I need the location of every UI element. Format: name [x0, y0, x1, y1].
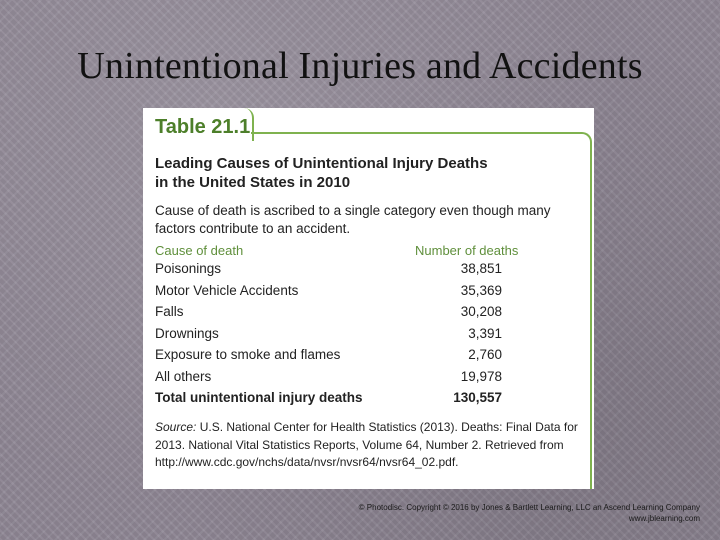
row-deaths: 35,369 [460, 282, 502, 298]
row-deaths: 3,391 [468, 325, 502, 341]
table-panel [143, 108, 594, 489]
table-row [155, 369, 555, 390]
row-deaths: 30,208 [460, 304, 502, 319]
table-row [155, 326, 555, 347]
table-row [155, 347, 555, 368]
table-title [155, 154, 555, 192]
table-title-line-2: in the United States in 2010 [155, 174, 351, 191]
table-note [155, 202, 585, 238]
table-row [155, 283, 555, 304]
row-cause: All others [155, 368, 212, 384]
table-label: Table 21.1 [155, 116, 251, 138]
row-deaths: 38,851 [460, 261, 502, 276]
source-line-3: http://www.cdc.gov/nchs/data/nvsr/nvsr64/nvsr64_02.pdf. [155, 455, 459, 469]
source-label: Source: [155, 420, 197, 434]
row-cause: Exposure to smoke and flames [155, 347, 341, 362]
copyright-line-1: © Photodisc. Copyright © 2016 by Jones & Bartlett Learning, LLC an Ascend Learning Company [358, 503, 700, 512]
source-line-2: 2013. National Vital Statistics Reports, Volume 64, Number 2. Retrieved from [155, 437, 564, 452]
source-line-1 [155, 419, 585, 437]
row-cause: Drownings [155, 325, 219, 341]
copyright-notice [0, 502, 700, 524]
total-deaths: 130,557 [453, 390, 502, 405]
copyright-line-2: www.jblearning.com [628, 514, 700, 523]
table-row [155, 304, 555, 325]
table-title-line-1: Leading Causes of Unintentional Injury Deaths [155, 155, 488, 172]
row-cause: Falls [155, 304, 184, 319]
source-text-1: U.S. National Center for Health Statistics (2013). Deaths: Final Data for [199, 420, 578, 434]
table-total-row [155, 390, 555, 411]
table-note-line-1: Cause of death is ascribed to a single category even though many [155, 203, 551, 218]
table-row [155, 261, 555, 282]
row-deaths: 2,760 [468, 347, 502, 362]
table-source [155, 419, 585, 472]
column-header-deaths: Number of deaths [415, 243, 519, 258]
column-header-cause: Cause of death [155, 243, 244, 258]
row-deaths: 19,978 [460, 368, 502, 384]
table-note-line-2: factors contribute to an accident. [155, 221, 351, 236]
row-cause: Motor Vehicle Accidents [155, 282, 299, 298]
slide-title: Unintentional Injuries and Accidents [77, 45, 643, 87]
total-cause: Total unintentional injury deaths [155, 390, 363, 405]
row-cause: Poisonings [155, 261, 222, 276]
